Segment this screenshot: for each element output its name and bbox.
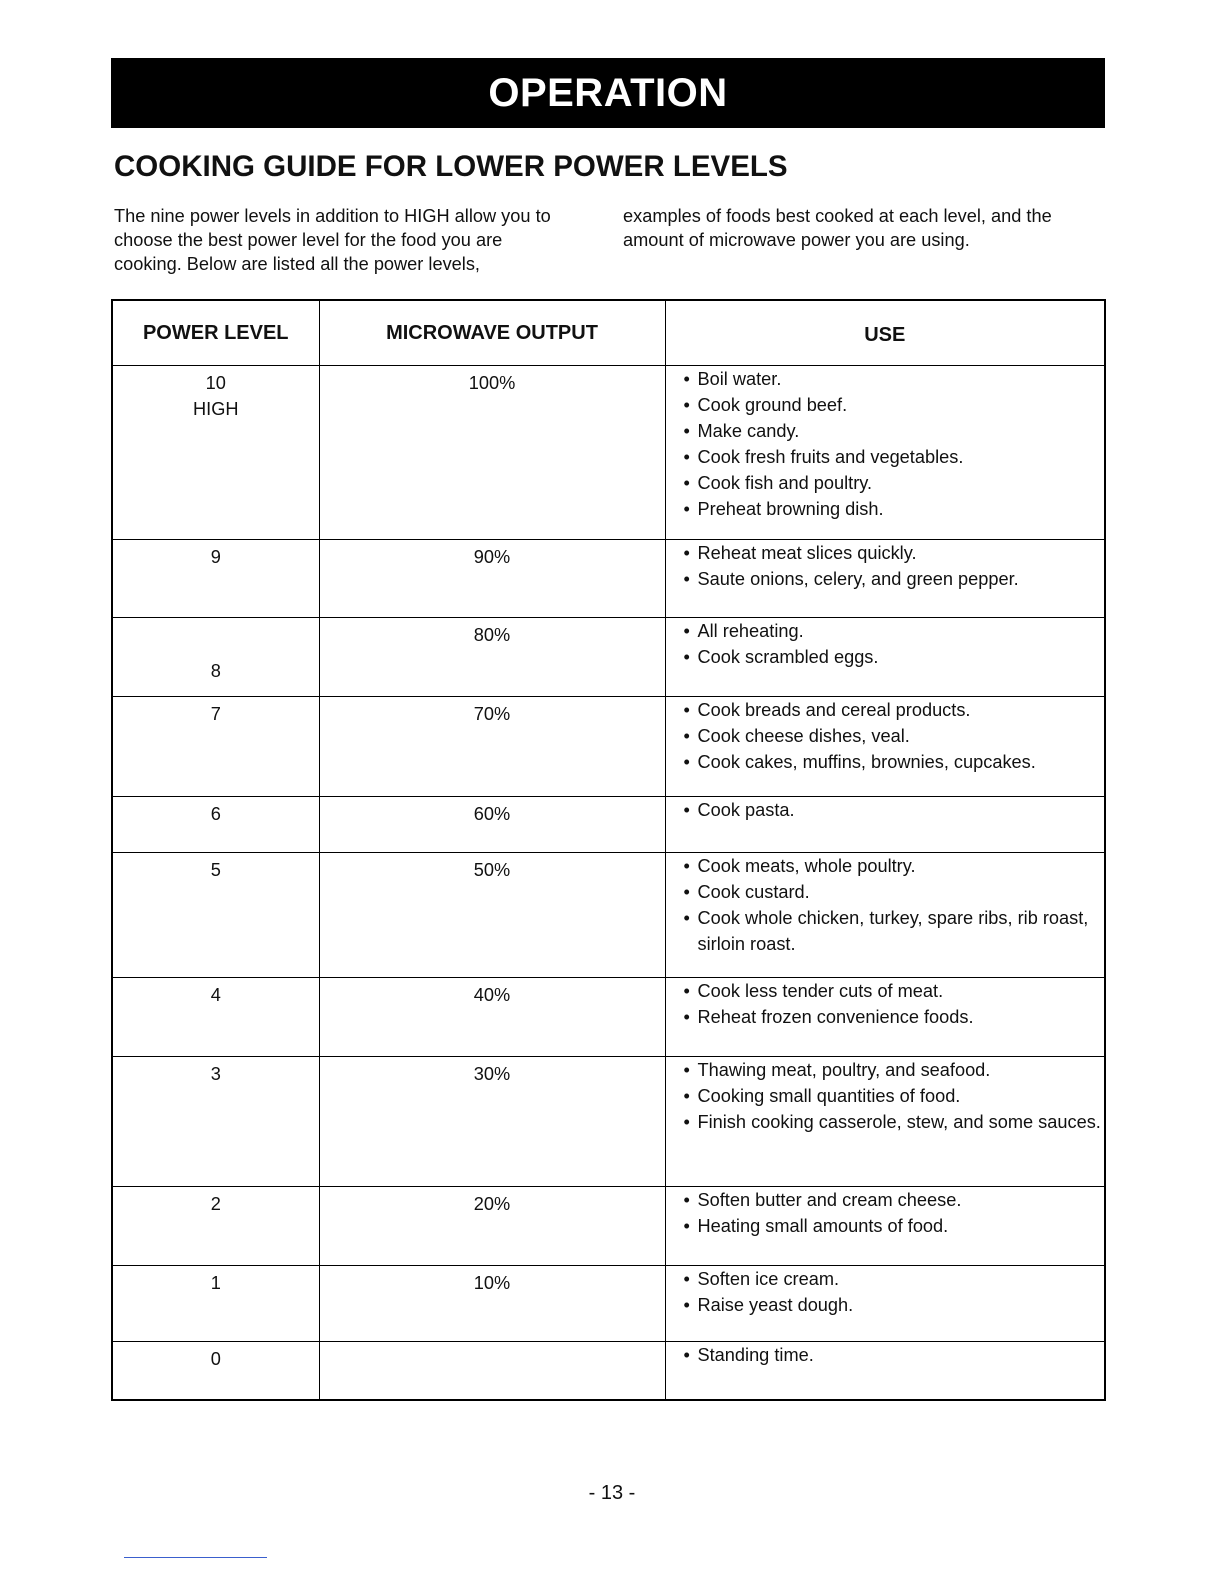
use-list-item: • Thawing meat, poultry, and seafood.	[684, 1057, 1105, 1083]
table-row	[112, 797, 1105, 853]
use-cell	[665, 1057, 1105, 1187]
power-level-value: 9	[210, 547, 221, 567]
table-row	[112, 366, 1105, 540]
use-list-item: • Finish cooking casserole, stew, and some sauces.	[684, 1109, 1105, 1135]
use-list	[684, 366, 1105, 522]
use-list-item: • Cook ground beef.	[684, 392, 1105, 418]
power-level-cell	[112, 1187, 319, 1266]
power-level-cell	[112, 618, 319, 697]
use-cell	[665, 540, 1105, 618]
use-cell	[665, 697, 1105, 797]
power-level-value: 1	[210, 1273, 221, 1293]
use-list-item: • Cook cheese dishes, veal.	[684, 723, 1105, 749]
use-cell	[665, 1342, 1105, 1400]
microwave-output-cell: 40%	[319, 978, 665, 1057]
use-cell	[665, 1266, 1105, 1342]
use-list-item: • Cook breads and cereal products.	[684, 697, 1105, 723]
table-row	[112, 618, 1105, 697]
intro-text-right: examples of foods best cooked at each level, and the amount of microwave power you are using.	[623, 206, 1052, 250]
use-list	[684, 978, 1105, 1030]
use-list-item: • Cook fresh fruits and vegetables.	[684, 444, 1105, 470]
header-power-level: POWER LEVEL	[112, 300, 319, 366]
table-row	[112, 1342, 1105, 1400]
table-row	[112, 978, 1105, 1057]
power-level-value: 2	[210, 1194, 221, 1214]
use-list-item: • Cook less tender cuts of meat.	[684, 978, 1105, 1004]
header-microwave-output: MICROWAVE OUTPUT	[319, 300, 665, 366]
table-row	[112, 1187, 1105, 1266]
use-list	[684, 853, 1105, 957]
microwave-output-cell: 100%	[319, 366, 665, 540]
use-list-item: • Cook meats, whole poultry.	[684, 853, 1105, 879]
use-list-item: • Reheat frozen convenience foods.	[684, 1004, 1105, 1030]
power-level-cell	[112, 366, 319, 540]
use-list-item: • All reheating.	[684, 618, 1105, 644]
use-cell	[665, 978, 1105, 1057]
power-level-value: 10	[205, 373, 226, 393]
table-body	[112, 366, 1105, 1400]
table-row	[112, 697, 1105, 797]
power-level-cell	[112, 853, 319, 978]
use-list-item: • Cook whole chicken, turkey, spare ribs, rib roast, sirloin roast.	[684, 905, 1105, 957]
power-level-cell	[112, 1266, 319, 1342]
use-list	[684, 1187, 1105, 1239]
power-level-cell	[112, 540, 319, 618]
use-list-item: • Standing time.	[684, 1342, 1105, 1368]
microwave-output-cell: 90%	[319, 540, 665, 618]
use-cell	[665, 366, 1105, 540]
use-list-item: • Soften butter and cream cheese.	[684, 1187, 1105, 1213]
use-list-item: • Heating small amounts of food.	[684, 1213, 1105, 1239]
microwave-output-cell: 30%	[319, 1057, 665, 1187]
table-row	[112, 1057, 1105, 1187]
intro-text-left: The nine power levels in addition to HIGH allow you to choose the best power level for the food you are cooking. Below are listed all the power levels,	[114, 206, 551, 274]
use-list-item: • Cook custard.	[684, 879, 1105, 905]
header-use: USE	[665, 300, 1105, 366]
microwave-output-cell: 50%	[319, 853, 665, 978]
power-level-value: 6	[210, 804, 221, 824]
power-level-cell	[112, 1342, 319, 1400]
use-list-item: • Boil water.	[684, 366, 1105, 392]
use-list	[684, 797, 1105, 823]
use-list	[684, 697, 1105, 775]
use-list-item: • Cook scrambled eggs.	[684, 644, 1105, 670]
use-list-item: • Preheat browning dish.	[684, 496, 1105, 522]
use-list	[684, 618, 1105, 670]
use-list-item: • Cook cakes, muffins, brownies, cupcakes.	[684, 749, 1105, 775]
power-level-value: 3	[210, 1064, 221, 1084]
microwave-output-cell: 80%	[319, 618, 665, 697]
power-level-cell	[112, 797, 319, 853]
microwave-output-cell: 70%	[319, 697, 665, 797]
power-level-value: HIGH	[193, 399, 239, 419]
table-row	[112, 853, 1105, 978]
table-row	[112, 1266, 1105, 1342]
power-level-cell	[112, 1057, 319, 1187]
use-list-item: • Raise yeast dough.	[684, 1292, 1105, 1318]
microwave-output-cell	[319, 1342, 665, 1400]
microwave-output-cell: 60%	[319, 797, 665, 853]
use-list	[684, 540, 1105, 592]
power-level-cell	[112, 978, 319, 1057]
power-level-value: 8	[210, 661, 221, 681]
power-level-table	[111, 299, 1106, 1401]
microwave-output-cell: 10%	[319, 1266, 665, 1342]
page-number: - 13 -	[588, 1482, 636, 1504]
use-list-item: • Cook pasta.	[684, 797, 1105, 823]
banner-title: OPERATION	[488, 70, 728, 115]
use-list	[684, 1057, 1105, 1135]
use-cell	[665, 1187, 1105, 1266]
use-list-item: • Cook fish and poultry.	[684, 470, 1105, 496]
microwave-output-cell: 20%	[319, 1187, 665, 1266]
link-underline	[124, 1557, 267, 1558]
use-list-item: • Reheat meat slices quickly.	[684, 540, 1105, 566]
use-cell	[665, 797, 1105, 853]
use-list-item: • Cooking small quantities of food.	[684, 1083, 1105, 1109]
power-level-value: 4	[210, 985, 221, 1005]
power-level-value: 7	[210, 704, 221, 724]
use-list-item: • Make candy.	[684, 418, 1105, 444]
use-list-item: • Saute onions, celery, and green pepper.	[684, 566, 1105, 592]
power-level-cell	[112, 697, 319, 797]
page-title: COOKING GUIDE FOR LOWER POWER LEVELS	[114, 150, 788, 183]
use-cell	[665, 853, 1105, 978]
table-row	[112, 540, 1105, 618]
table-header-row	[112, 300, 1105, 366]
use-cell	[665, 618, 1105, 697]
use-list-item: • Soften ice cream.	[684, 1266, 1105, 1292]
power-level-value: 0	[210, 1349, 221, 1369]
power-level-value: 5	[210, 860, 221, 880]
use-list	[684, 1266, 1105, 1318]
use-list	[684, 1342, 1105, 1368]
section-banner	[111, 58, 1105, 128]
